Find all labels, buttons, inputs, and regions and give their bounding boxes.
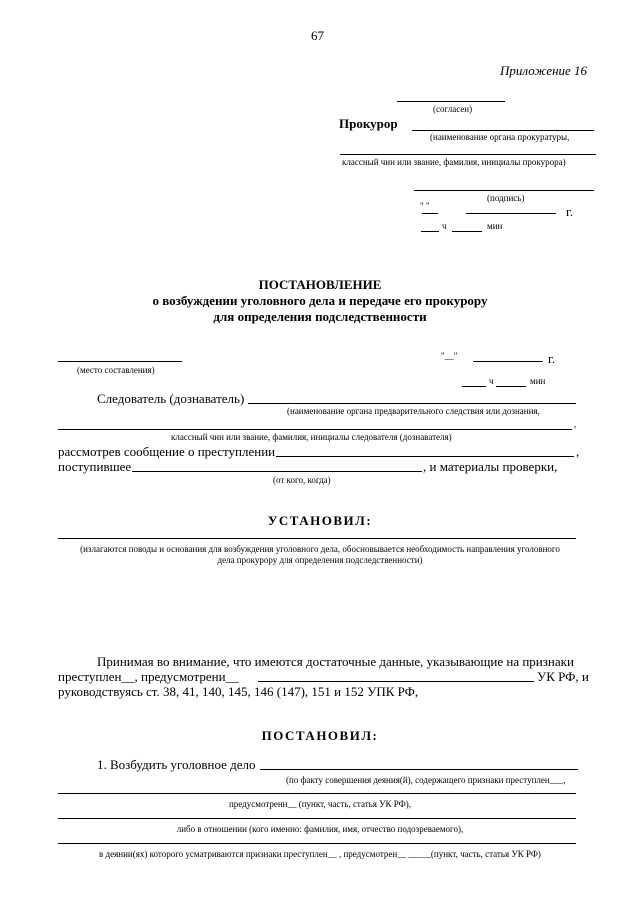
resolved-line-4 (58, 843, 576, 844)
agreed-caption: (согласен) (433, 104, 473, 114)
from-whom-caption: (от кого, когда) (273, 475, 331, 485)
place-line (58, 361, 182, 362)
date-year-label: г. (548, 351, 556, 366)
resolved-item-1: 1. Возбудить уголовное дело (97, 757, 256, 772)
document-title: ПОСТАНОВЛЕНИЕ (258, 277, 382, 292)
resolved-note-1: (по факту совершения деяния(й), содержащего признаки преступлен___, (286, 775, 566, 785)
prosecutor-line (412, 130, 594, 131)
resolved-heading: ПОСТАНОВИЛ: (261, 728, 379, 743)
resolved-note-2: предусмотренн__ (пункт, часть, статья УК РФ), (228, 799, 412, 809)
considering-uk-label: УК РФ, и (537, 669, 589, 684)
place-caption: (место составления) (77, 365, 155, 375)
considered-comma: , (576, 444, 580, 459)
document-subtitle-2: для определения подследственности (213, 309, 427, 324)
prosecutor-rank-line (340, 154, 596, 155)
approval-min-line (452, 231, 482, 232)
established-note-1: (излагаются поводы и основания для возбуждения уголовного дела, обосновывается необходимость направления уголовного (80, 544, 560, 554)
investigator-rank-line (58, 429, 572, 430)
time-hour-line (462, 386, 486, 387)
agreement-line (397, 101, 505, 102)
document-subtitle-1: о возбуждении уголовного дела и передаче его прокурору (152, 293, 488, 308)
approval-min-label: мин (487, 221, 503, 231)
time-hour-label: ч (489, 376, 494, 386)
prosecutor-label: Прокурор (339, 116, 398, 131)
prosecutor-organ-caption: (наименование органа прокуратуры, (430, 132, 570, 142)
investigator-line (248, 403, 576, 404)
prosecutor-rank-caption: классный чин или звание, фамилия, инициалы прокурора) (342, 157, 566, 167)
considering-line-1: Принимая во внимание, что имеются достаточные данные, указывающие на признаки (97, 654, 574, 669)
considered-label: рассмотрев сообщение о преступлении (58, 444, 276, 459)
appendix-label: Приложение 16 (500, 63, 588, 78)
received-line (132, 471, 422, 472)
established-note-2: дела прокурору для определения подследственности) (217, 555, 423, 565)
materials-label: , и материалы проверки, (423, 459, 558, 474)
page-number: 67 (311, 28, 324, 43)
approval-day-line (422, 213, 438, 214)
resolved-note-4: в деянии(ях) которого усматриваются признаки преступлен__ , предусмотрен__ _____(пункт, часть, статья УК РФ) (99, 849, 541, 859)
signature-caption: (подпись) (487, 193, 525, 203)
resolved-line-2 (58, 793, 576, 794)
approval-hour-label: ч (442, 221, 447, 231)
established-heading: УСТАНОВИЛ: (267, 513, 373, 528)
investigator-label: Следователь (дознаватель) (97, 391, 245, 406)
received-label: поступившее (58, 459, 132, 474)
considering-line-3: руководствуясь ст. 38, 41, 140, 145, 146 (147), 151 и 152 УПК РФ, (58, 684, 419, 699)
approval-year-label: г. (566, 204, 574, 219)
resolved-item-1-line (260, 769, 578, 770)
approval-month-line (466, 213, 556, 214)
time-min-label: мин (530, 376, 546, 386)
approval-date-quotes: " " (420, 201, 430, 211)
resolved-line-3 (58, 818, 576, 819)
considered-line (276, 456, 574, 457)
date-month-line (473, 361, 543, 362)
investigator-rank-caption: классный чин или звание, фамилия, инициалы следователя (дознавателя) (171, 432, 452, 442)
resolved-note-3: либо в отношении (кого именно: фамилия, имя, отчество подозреваемого), (176, 824, 464, 834)
time-min-line (496, 386, 526, 387)
considering-article-line (258, 681, 534, 682)
investigator-organ-caption: (наименование органа предварительного следствия или дознания, (287, 406, 540, 416)
approval-hour-line (421, 231, 439, 232)
investigator-rank-comma: , (574, 419, 577, 429)
date-quotes: "__" (441, 351, 458, 361)
considering-line-2: преступлен__, предусмотрени__ (58, 669, 239, 684)
established-line (58, 538, 576, 539)
signature-line (414, 190, 594, 191)
